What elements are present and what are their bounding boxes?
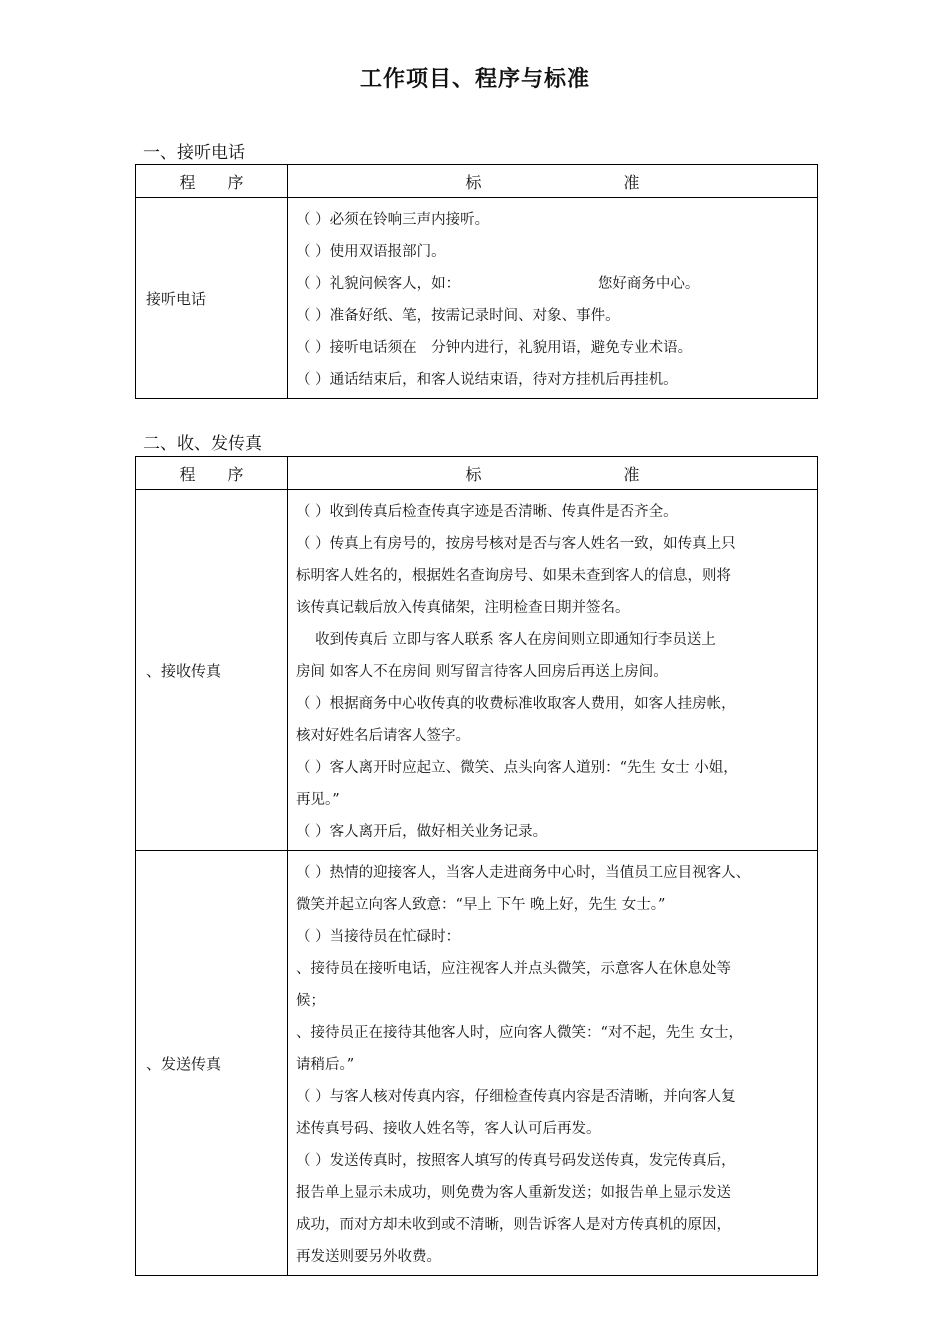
standard-line: 候；: [296, 993, 325, 1009]
standard-line: （ ）与客人核对传真内容，仔细检查传真内容是否清晰，并向客人复: [296, 1089, 736, 1105]
standard-line: （ ）热情的迎接客人，当客人走进商务中心时，当值员工应目视客人、: [296, 865, 751, 881]
standard-cell: [288, 490, 818, 851]
header-standard: [288, 457, 818, 490]
standard-line: （ ）礼貌问候客人，如： 您好商务中心。: [296, 276, 700, 292]
standard-line: （ ）接听电话须在 分钟内进行，礼貌用语，避免专业术语。: [296, 340, 693, 356]
table-row: [136, 198, 818, 399]
table-header-row: [136, 165, 818, 198]
standard-line: 请稍后。”: [296, 1057, 355, 1073]
section-heading-phone: 一、接听电话: [143, 143, 245, 163]
procedure-cell: 、接收传真: [136, 490, 288, 851]
table-row: [136, 490, 818, 851]
standard-line: （ ）准备好纸、笔，按需记录时间、对象、事件。: [296, 308, 620, 324]
standard-line: 再见。”: [296, 792, 340, 808]
standard-line: （ ）客人离开后，做好相关业务记录。: [296, 824, 548, 840]
phone-standards-table: [135, 164, 818, 399]
procedure-cell: 接听电话: [136, 198, 288, 399]
standard-line: 、接待员正在接待其他客人时，应向客人微笑：“对不起，先生 女士，: [296, 1025, 744, 1041]
standard-line: （ ）通话结束后，和客人说结束语，待对方挂机后再挂机。: [296, 372, 678, 388]
fax-standards-table: [135, 456, 818, 1276]
standard-line: 报告单上显示未成功，则免费为客人重新发送；如报告单上显示发送: [296, 1185, 731, 1201]
standard-cell: [288, 198, 818, 399]
standard-line: （ ）使用双语报部门。: [296, 244, 446, 260]
standard-line: 微笑并起立向客人致意：“早上 下午 晚上好，先生 女士。”: [296, 897, 666, 913]
standard-line: 述传真号码、接收人姓名等，客人认可后再发。: [296, 1121, 601, 1137]
standard-line: 收到传真后 立即与客人联系 客人在房间则立即通知行李员送上: [296, 632, 716, 648]
header-procedure: 程 序: [136, 457, 288, 490]
standard-line: （ ）根据商务中心收传真的收费标准收取客人费用，如客人挂房帐，: [296, 696, 736, 712]
table-header-row: [136, 457, 818, 490]
header-standard-char-1: 标: [465, 464, 482, 484]
standard-cell: [288, 851, 818, 1276]
standard-line: 该传真记载后放入传真储架，注明检查日期并签名。: [296, 600, 630, 616]
procedure-cell: 、发送传真: [136, 851, 288, 1276]
standard-line: （ ）客人离开时应起立、微笑、点头向客人道别：“先生 女士 小姐，: [296, 760, 738, 776]
header-procedure: 程 序: [136, 165, 288, 198]
standard-line: （ ）当接待员在忙碌时：: [296, 929, 461, 945]
header-standard-char-1: 标: [465, 172, 482, 192]
standard-line: 成功，而对方却未收到或不清晰，则告诉客人是对方传真机的原因，: [296, 1217, 731, 1233]
standard-line: 标明客人姓名的，根据姓名查询房号、如果未查到客人的信息，则将: [296, 568, 731, 584]
header-standard: [288, 165, 818, 198]
standard-line: （ ）发送传真时，按照客人填写的传真号码发送传真，发完传真后，: [296, 1153, 736, 1169]
standard-line: （ ）必须在铃响三声内接听。: [296, 212, 490, 228]
standard-line: 再发送则要另外收费。: [296, 1249, 441, 1265]
standard-line: （ ）传真上有房号的，按房号核对是否与客人姓名一致，如传真上只: [296, 536, 736, 552]
standard-line: （ ）收到传真后检查传真字迹是否清晰、传真件是否齐全。: [296, 504, 678, 520]
standard-line: 房间 如客人不在房间 则写留言待客人回房后再送上房间。: [296, 664, 668, 680]
page-title: 工作项目、程序与标准: [359, 67, 590, 92]
section-heading-fax: 二、收、发传真: [143, 434, 262, 454]
header-standard-char-2: 准: [623, 172, 640, 192]
table-row: [136, 851, 818, 1276]
header-standard-char-2: 准: [623, 464, 640, 484]
standard-line: 核对好姓名后请客人签字。: [296, 728, 470, 744]
standard-line: 、接待员在接听电话，应注视客人并点头微笑，示意客人在休息处等: [296, 961, 731, 977]
